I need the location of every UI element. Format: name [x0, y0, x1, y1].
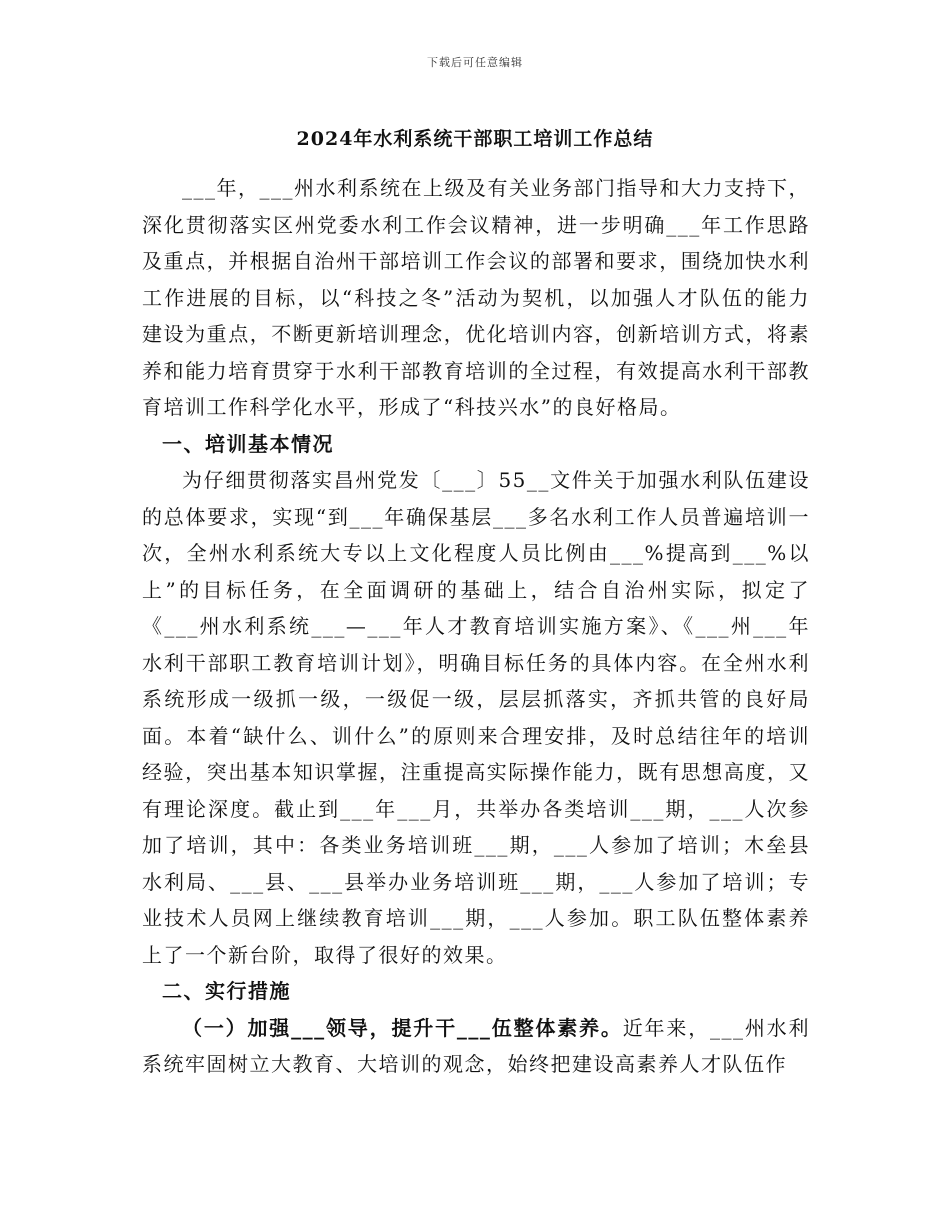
subsection-title: （一）加强___领导，提升干___伍整体素养。	[182, 1015, 623, 1040]
intro-paragraph: ___年，___州水利系统在上级及有关业务部门指导和大力支持下，深化贯彻落实区州党委水利工作会议精神，进一步明确___年工作思路及重点，并根据自治州干部培训工作会议的部署和要求，围绕加快水利工作进展的目标，以“科技之冬”活动为契机，以加强人才队伍的能力建设为重点，不断更新培训理念，优化培训内容，创新培训方式，将素养和能力培育贯穿于水利干部教育培训的全过程，有效提高水利干部教育培训工作科学化水平，形成了“科技兴水”的良好格局。	[142, 176, 810, 419]
document-body	[142, 170, 810, 1083]
section-2-paragraph	[142, 1010, 810, 1083]
subsection-text: 近年来，___州水利系统牢固树立大教育、大培训的观念，始终把建设高素养人才队伍作	[142, 1015, 811, 1076]
section-heading-1: 一、培训基本情况	[162, 431, 334, 456]
section-heading-2: 二、实行措施	[162, 979, 291, 1003]
section-1-paragraph: 为仔细贯彻落实昌州党发〔___〕55__文件关于加强水利队伍建设的总体要求，实现“到___年确保基层___多名水利工作人员普遍培训一次，全州水利系统大专以上文化程度人员比例由___%提高到___%以上”的目标任务，在全面调研的基础上，结合自治州实际，拟定了《___州水利系统___—___年人才教育培训实施方案》、《___州___年水利干部职工教育培训计划》，明确目标任务的具体内容。在全州水利系统形成一级抓一级，一级促一级，层层抓落实，齐抓共管的良好局面。本着“缺什么、训什么”的原则来合理安排，及时总结往年的培训经验，突出基本知识掌握，注重提高实际操作能力，既有思想高度，又有理论深度。截止到___年___月，共举办各类培训___期，___人次参加了培训，其中：各类业务培训班___期，___人参加了培训；木垒县水利局、___县、___县举办业务培训班___期，___人参加了培训；专业技术人员网上继续教育培训___期，___人参加。职工队伍整体素养上了一个新台阶，取得了很好的效果。	[142, 468, 810, 967]
header-note: 下载后可任意编辑	[427, 56, 523, 69]
document-title: 2024年水利系统干部职工培训工作总结	[296, 128, 654, 150]
